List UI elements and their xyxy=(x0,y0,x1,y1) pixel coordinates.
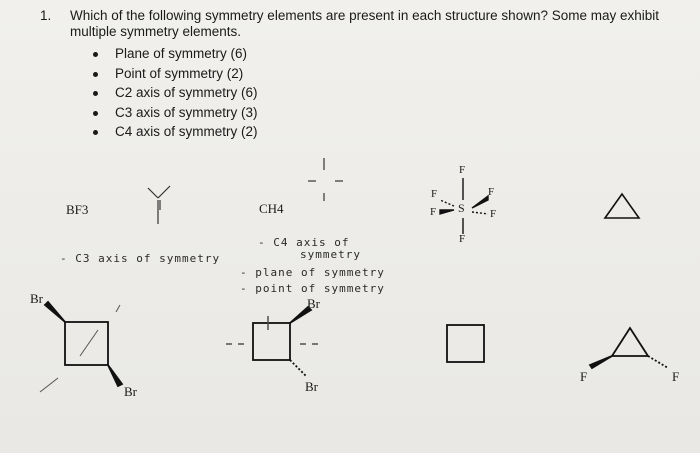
ch4-note-4: - point of symmetry xyxy=(240,282,385,295)
option-plane: Plane of symmetry (6) xyxy=(90,46,258,66)
ch4-note-3: - plane of symmetry xyxy=(240,266,385,279)
cyclobutane-2 xyxy=(253,307,311,376)
sf6-s-center: S xyxy=(458,201,465,215)
sf6-f-upper-left: F xyxy=(431,188,438,200)
f-label-right: F xyxy=(672,369,680,384)
cyclobutane-2-pencil xyxy=(226,316,318,344)
br-label-4: Br xyxy=(305,379,318,394)
cyclobutane-1 xyxy=(45,302,122,386)
f-label-left: F xyxy=(580,369,588,384)
bf3-sketch xyxy=(148,186,170,224)
sf6-f-lower-left: F xyxy=(430,206,437,218)
triangle-shape xyxy=(605,194,639,218)
cyclopropane-shape xyxy=(590,328,668,368)
sf6-f-upper-right: F xyxy=(488,186,495,198)
sf6-f-top: F xyxy=(459,164,466,176)
br-label-3: Br xyxy=(307,296,320,311)
ch4-note-1: - C4 axis of xyxy=(258,236,350,249)
br-label-1: Br xyxy=(30,291,43,306)
question-text: Which of the following symmetry elements are present in each structure shown? Some may exhibit multiple symmetry elements. xyxy=(70,8,660,39)
square-shape xyxy=(447,325,484,362)
br-label-2: Br xyxy=(124,384,137,399)
option-c3: C3 axis of symmetry (3) xyxy=(90,105,258,125)
ch4-label: CH4 xyxy=(259,201,284,216)
ch4-sketch xyxy=(308,158,343,201)
sf6-f-lower-right: F xyxy=(490,208,497,220)
question-number: 1. xyxy=(40,8,52,23)
bf3-note: - C3 axis of symmetry xyxy=(60,252,221,265)
option-c2: C2 axis of symmetry (6) xyxy=(90,85,258,105)
option-point: Point of symmetry (2) xyxy=(90,66,258,86)
ch4-note-2: symmetry xyxy=(300,248,361,261)
bf3-label: BF3 xyxy=(66,202,89,217)
sf6-f-bottom: F xyxy=(459,233,466,245)
option-c4: C4 axis of symmetry (2) xyxy=(90,124,258,144)
